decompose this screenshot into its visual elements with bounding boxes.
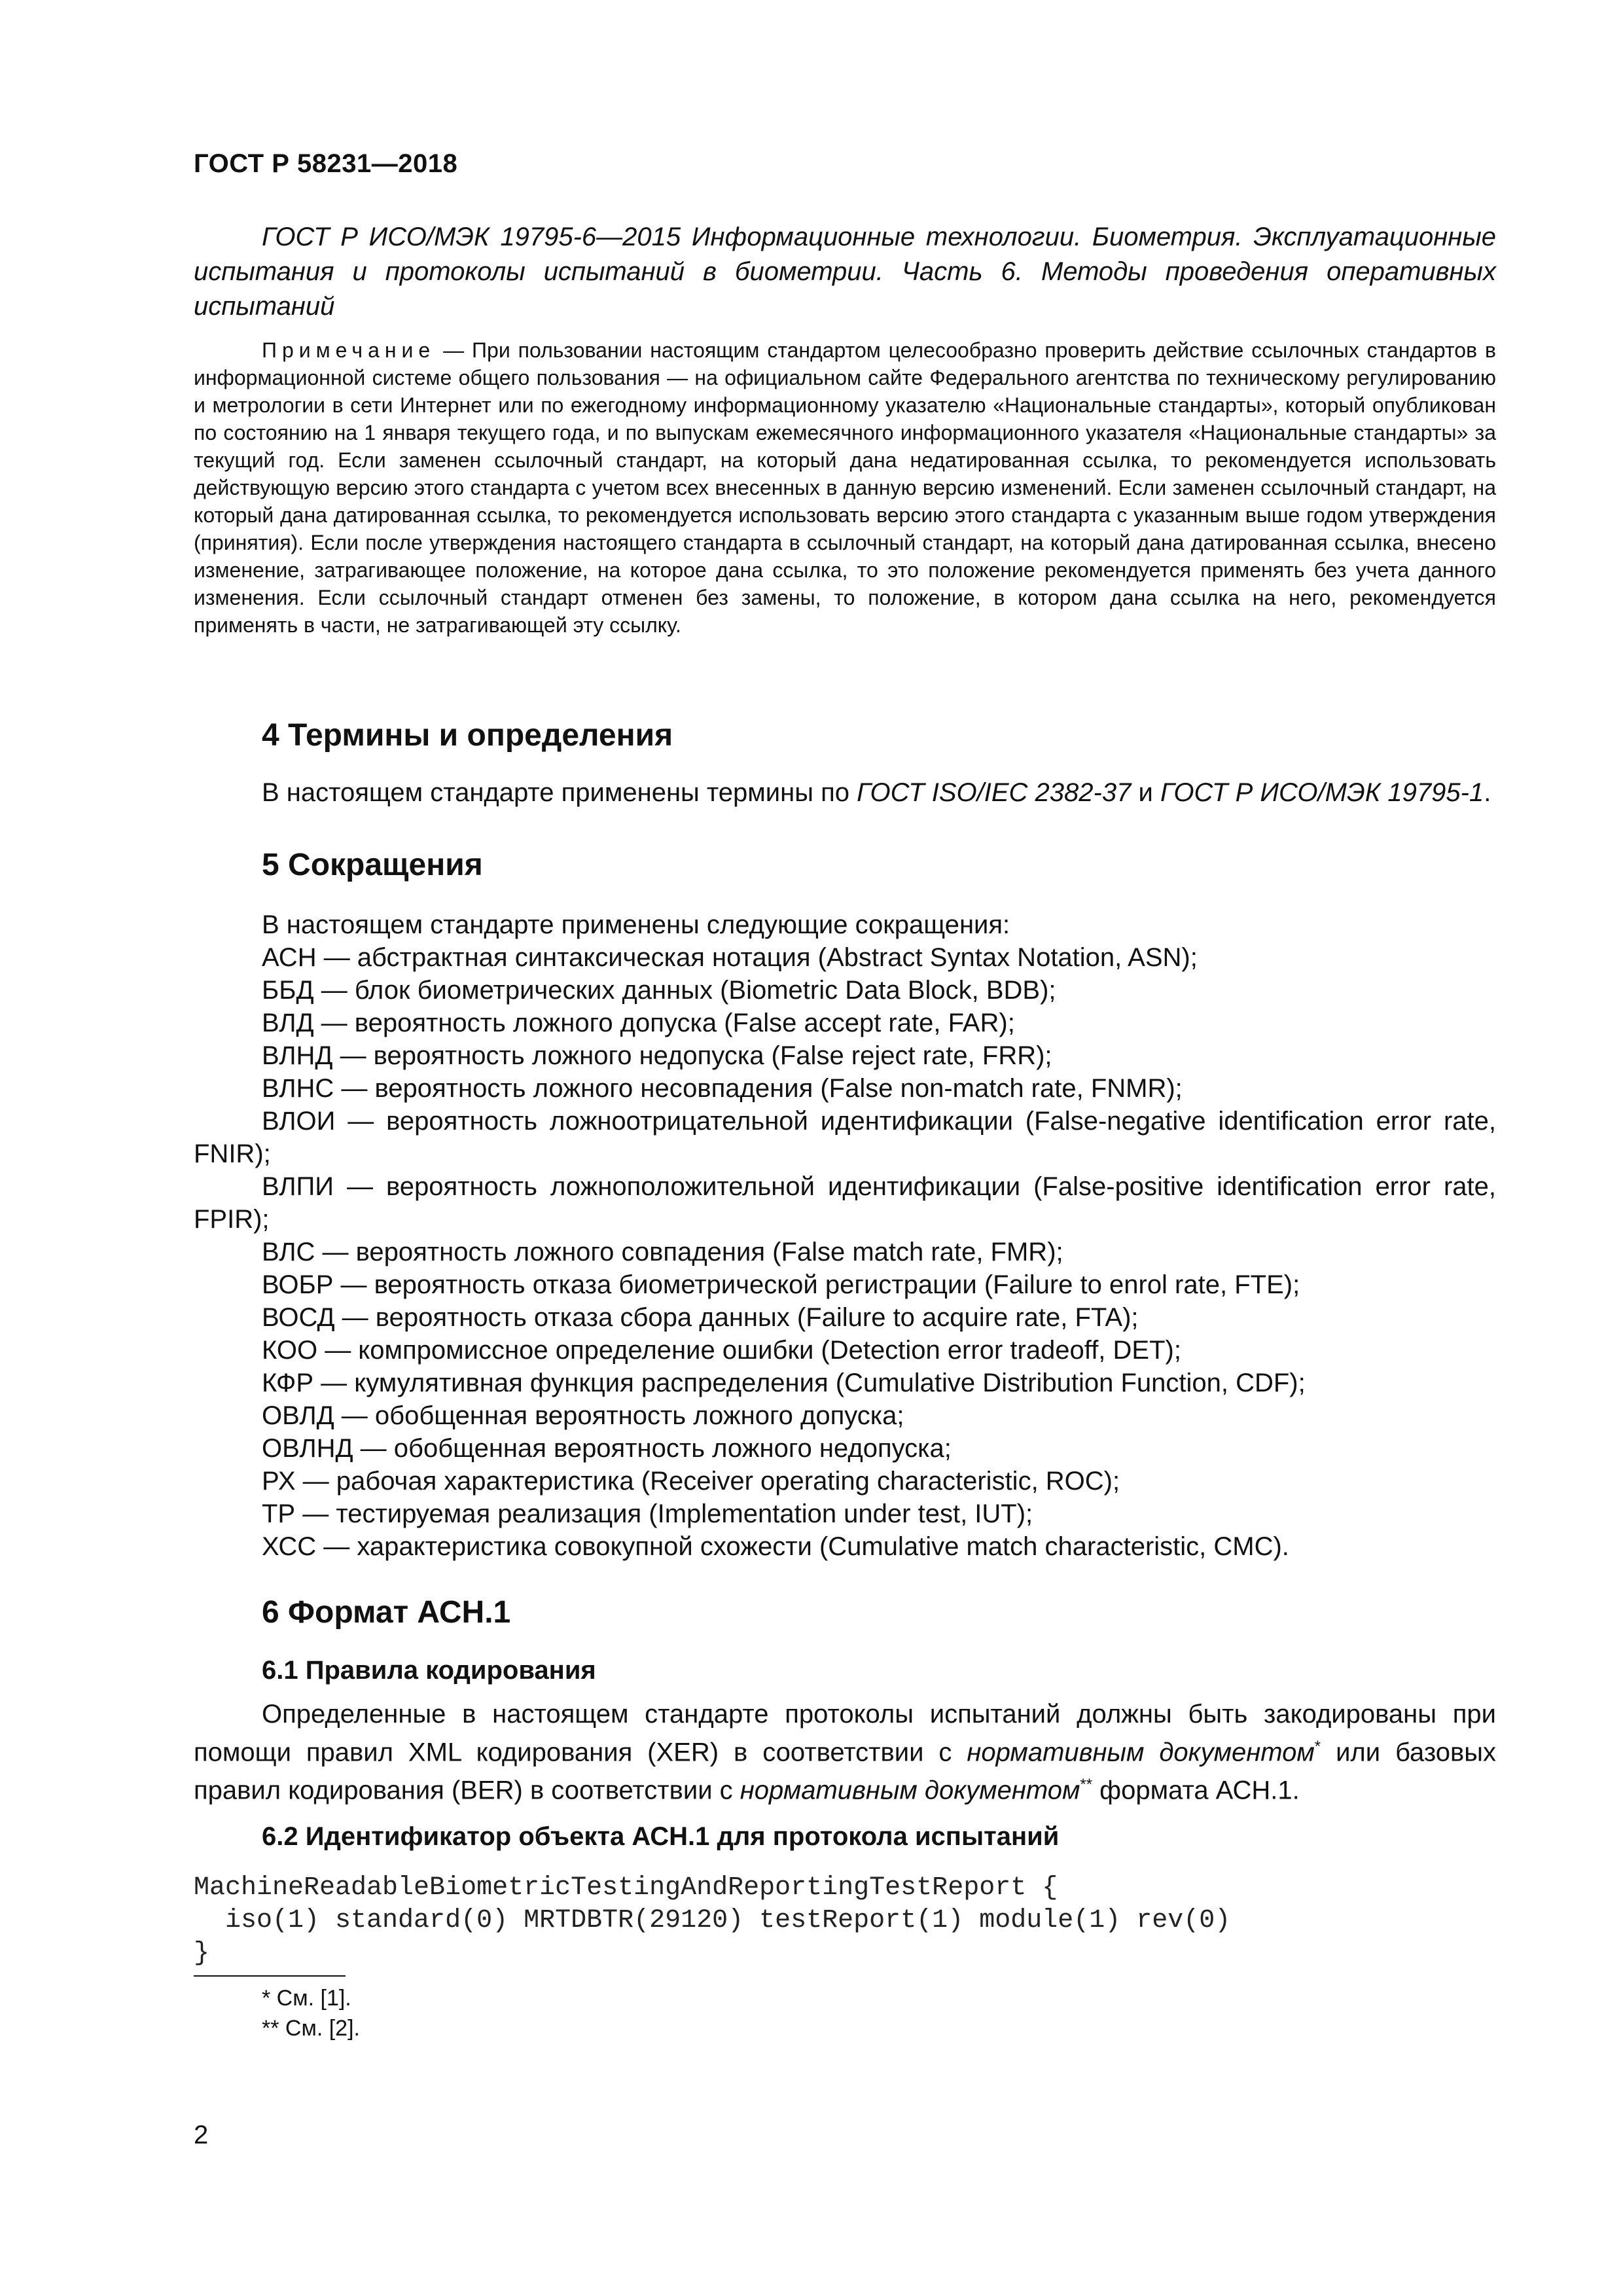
note-text: — При пользовании настоящим стандартом целесообразно проверить действие ссылочных стандартов в информационной системе общего пользования — на официальном сайте Федерального агентства по техническому регулированию и метрологии в сети Интернет или по ежегодному информационному указателю «Национальные стандарты», который опубликован по состоянию на 1 января текущего года, и по выпускам ежемесячного информационного указателя «Национальные стандарты» за текущий год. Если заменен ссылочный стандарт, на который дана недатированная ссылка, то рекомендуется использовать действующую версию этого стандарта с учетом всех внесенных в данную версию изменений. Если заменен ссылочный стандарт, на который дана датированная ссылка, то рекомендуется использовать версию этого стандарта с указанным выше годом утверждения (принятия). Если после утверждения настоящего стандарта в ссылочный стандарт, на который дана датированная ссылка, внесено изменение, затрагивающее положение, на которое дана ссылка, то это положение рекомендуется применять без учета данного изменения. Если ссылочный стандарт отменен без замены, то положение, в котором дана ссылка на него, рекомендуется применять в части, не затрагивающей эту ссылку.	[194, 338, 1497, 637]
list-item: ББД — блок биометрических данных (Biometric Data Block, BDB);	[262, 976, 1056, 1005]
footnote-mark: **	[1080, 1776, 1093, 1794]
section-4-text-part: .	[1484, 778, 1491, 807]
footnote-mark: *	[1314, 1738, 1321, 1755]
list-item: ХСС — характеристика совокупной схожести (Cumulative match characteristic, CMC).	[262, 1532, 1289, 1561]
abbreviations-list	[194, 908, 1496, 1563]
text-part: или базовых правил кодирования (BER) в соответствии с	[194, 1738, 1496, 1805]
list-item: ОВЛД — обобщенная вероятность ложного допуска;	[262, 1401, 904, 1430]
section-6-title: 6 Формат АСН.1	[262, 1595, 511, 1630]
subsection-6-2-title: 6.2 Идентификатор объекта АСН.1 для протокола испытаний	[262, 1822, 1060, 1851]
footnote: * См. [1].	[262, 1986, 351, 2011]
subsection-6-1-title: 6.1 Правила кодирования	[262, 1656, 596, 1685]
normative-doc-ref: нормативным документом	[967, 1738, 1315, 1767]
subsection-6-1-text	[194, 1698, 1496, 1807]
section-4-text-part: и	[1131, 778, 1160, 807]
section-5-title: 5 Сокращения	[262, 848, 483, 882]
section-4-text-part: В настоящем стандарте применены термины по	[262, 778, 857, 807]
section-4-ref-1: ГОСТ ISO/IEC 2382-37	[857, 778, 1132, 807]
text-part: Определенные в настоящем стандарте протоколы испытаний должны быть закодированы при помощи правил XML кодирования (XER) в соответствии с	[194, 1700, 1496, 1767]
footnote-separator	[194, 1975, 346, 1977]
code-line: MachineReadableBiometricTestingAndReportingTestReport {	[194, 1873, 1058, 1903]
code-line: iso(1) standard(0) MRTDBTR(29120) testReport(1) module(1) rev(0)	[194, 1906, 1231, 1935]
list-item: ВЛНС — вероятность ложного несовпадения (False non-match rate, FNMR);	[262, 1074, 1183, 1103]
note-paragraph	[194, 336, 1496, 639]
list-item: ОВЛНД — обобщенная вероятность ложного недопуска;	[262, 1434, 952, 1463]
list-item: КФР — кумулятивная функция распределения (Cumulative Distribution Function, CDF);	[262, 1369, 1306, 1397]
list-item: ВЛНД — вероятность ложного недопуска (False reject rate, FRR);	[262, 1041, 1052, 1070]
list-item: РХ — рабочая характеристика (Receiver operating characteristic, ROC);	[262, 1467, 1120, 1496]
footnote: ** См. [2].	[262, 2016, 360, 2041]
list-item: КОО — компромиссное определение ошибки (Detection error tradeoff, DET);	[262, 1336, 1181, 1365]
list-item: ВОСД — вероятность отказа сбора данных (Failure to acquire rate, FTA);	[262, 1303, 1139, 1332]
list-item: ВЛПИ — вероятность ложноположительной идентификации (False-positive identification error rate, FPIR);	[194, 1172, 1496, 1234]
normative-doc-ref: нормативным документом	[740, 1776, 1080, 1805]
section-4-text	[194, 776, 1496, 809]
list-item: ВЛД — вероятность ложного допуска (False accept rate, FAR);	[262, 1009, 1015, 1037]
list-item: ВЛОИ — вероятность ложноотрицательной идентификации (False-negative identification error rate, FNIR);	[194, 1107, 1496, 1168]
section-4-ref-2: ГОСТ Р ИСО/МЭК 19795-1	[1160, 778, 1484, 807]
note-label: Примечание	[262, 338, 436, 362]
list-item: ВОБР — вероятность отказа биометрической регистрации (Failure to enrol rate, FTE);	[262, 1270, 1300, 1299]
asn1-code-block	[194, 1872, 1230, 1970]
document-header: ГОСТ Р 58231—2018	[194, 149, 458, 178]
list-item: ТР — тестируемая реализация (Implementation under test, IUT);	[262, 1499, 1033, 1528]
list-item: АСН — абстрактная синтаксическая нотация (Abstract Syntax Notation, ASN);	[262, 943, 1198, 972]
section-4-title: 4 Термины и определения	[262, 718, 673, 753]
abbreviations-intro: В настоящем стандарте применены следующие сокращения:	[262, 910, 1010, 939]
page-number: 2	[194, 2121, 209, 2149]
reference-entry: ГОСТ Р ИСО/МЭК 19795-6—2015 Информационные технологии. Биометрия. Эксплуатационные испытания и протоколы испытаний в биометрии. Часть 6. Методы проведения оперативных испытаний	[194, 223, 1496, 321]
list-item: ВЛС — вероятность ложного совпадения (False match rate, FMR);	[262, 1238, 1063, 1266]
code-line: }	[194, 1939, 210, 1968]
text-part: формата АСН.1.	[1092, 1776, 1300, 1805]
